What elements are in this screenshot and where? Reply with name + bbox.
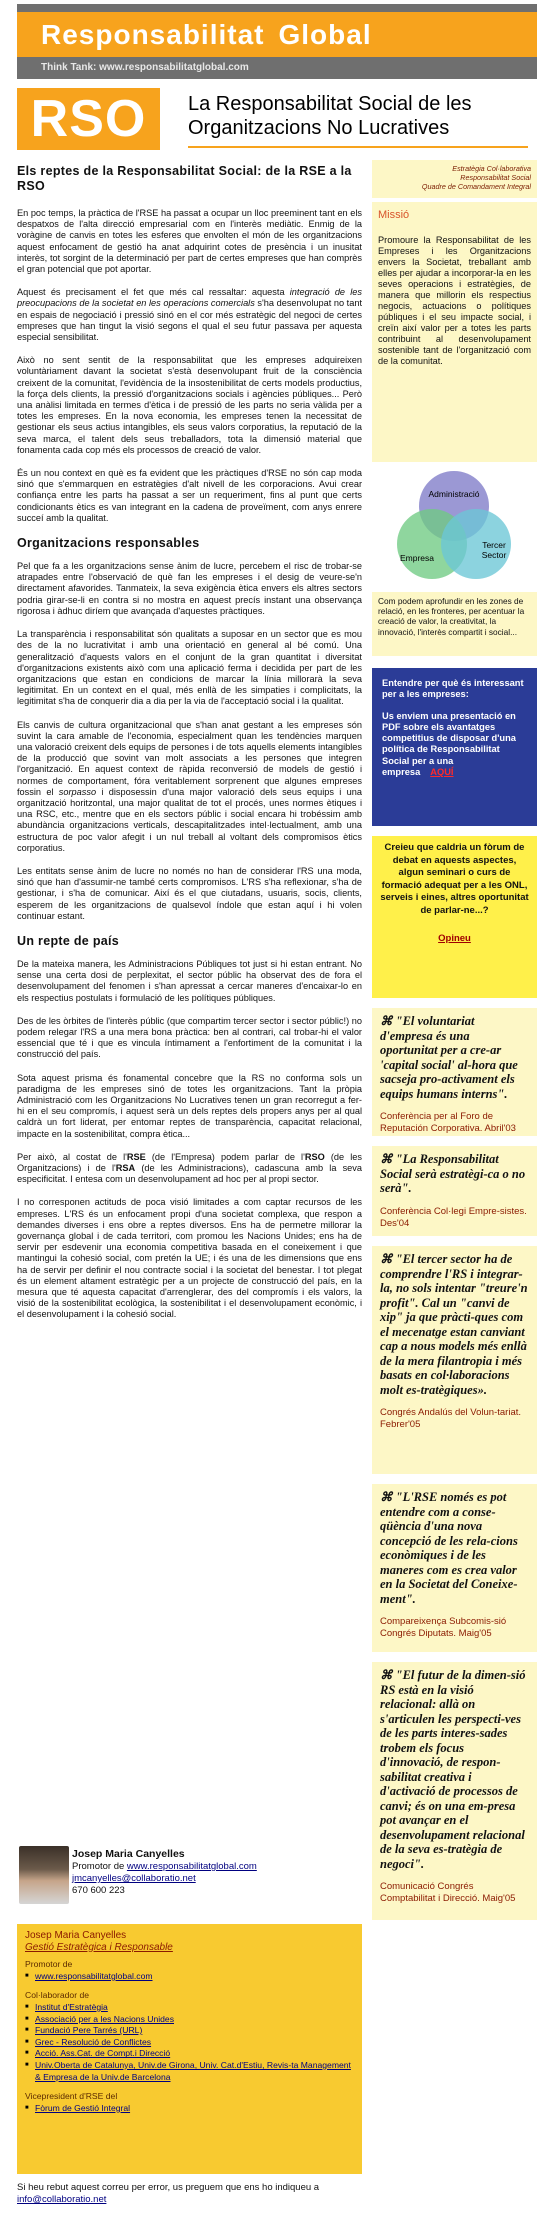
- label-administracio: Administració: [428, 489, 480, 499]
- paragraph: Això no sent sentit de la responsabilitat que les empreses adquireixen voluntàriament davant la societat s'està desenvolupant fruit de la consciència creixent de la comunitat, l'evidència de la insostenibilitat de certs models productius, la força dels clients, la pressió d'organitzacions socials i agències públiques... Però una anàlisi limitada en termes d'ètica i de pressió de les parts no seria vàlida per a totes les empreses. En la nova economia, les empreses tenen la necessitat de gestionar els seus actius intangibles, els seus valors corporatius, la reputació de la seva marca, el talent dels seus treballadors, tota la dimensió material que fonamenta cada cop més els processos de creació de valor.: [17, 355, 362, 455]
- author-block: [17, 1846, 362, 1916]
- forum-question: Creieu que caldria un fòrum de debat en aquests aspectes, algun seminari o curs de formació adequat per a les ONL, serveis i eines, altres oportunitat de parlar-ne...?: [380, 842, 529, 916]
- quote-text: ⌘ "El tercer sector ha de comprendre l'RS i integrar-la, no sols intentar "treure'n profit". Cal un "canvi de xip" ja que pràcti-ques com el mecenatge estan canviant cap a nous models més enllà de la mera filantropia i més basats en col·laboracions molt es-tratègiques».: [380, 1252, 528, 1397]
- collab-link[interactable]: ■ Institut d'Estratègia: [25, 2002, 354, 2014]
- footer-note: Si heu rebut aquest correu per error, us preguem que ens ho indiqueu a info@collaboratio.net: [17, 2182, 320, 2205]
- mission-box: [372, 202, 537, 462]
- right-sidebar: [372, 160, 537, 1920]
- page-title: La Responsabilitat Social de les Organitzacions No Lucratives: [188, 93, 472, 139]
- promoter-link[interactable]: ■ www.responsabilitatglobal.com: [25, 1971, 354, 1983]
- label-collaborator: Col·laborador de: [25, 1990, 90, 2001]
- paragraph: Sota aquest prisma és fonamental concebre que la RS no conforma sols un paradigma de les empreses sinó de totes les organitzacions. Tant la pròpia Administració com les Organitzacions No Lucratives tenen un gran recorregut a fer-hi en el seu compromís, i aquest serà un dels reptes dels propers anys per al qual caldrà un fort liderat, per entomar reptes de transparència, capacitat relacional, impacte en la sostenibilitat, compra ètica...: [17, 1072, 362, 1139]
- signature-role[interactable]: Gestió Estratègica i Responsable: [25, 1941, 173, 1953]
- paragraph: Les entitats sense ànim de lucre no només no han de considerar l'RS una moda, sinó que han d'assumir-ne també certs compromisos. L'RS s'ha reflexionar, s'ha de gestionar, i s'ha de comunicar. Així és el que ciutadans, usuaris, socis, clients, esperem de les organitzacions de qualsevol índole que estan aquí i hi volen continuar estant.: [17, 865, 362, 921]
- quote-text: ⌘ "El futur de la dimen-sió RS està en la visió relacional: allà on s'articulen les perspecti-ves de les parts interes-sades trobem els focus d'innovació, de respon-sabilitat creativa i d'activació de processos de canvi; és on una em-presa pot avançar en el desenvolupament relacional de la seva es-tratègia de negoci".: [380, 1668, 526, 1871]
- paragraph: Aquest és precisament el fet que més cal ressaltar: aquesta integració de les preocupacions de la societat en les operacions comercials s'ha desenvolupat no tant en espais de negociació i pressió sinó en el cor més estratègic del negoci de certes empreses que han tingut la visió segons el qual el seu futur passava per aquesta especial sensibilitat.: [17, 287, 363, 343]
- paragraph: En poc temps, la pràctica de l'RSE ha passat a ocupar un lloc preeminent tant en els despatxos de l'alta direcció empresarial com en l'interès mediàtic. Enmig de la voràgine de canvis en totes les esferes que envolten el món de les organitzacions aquest enfocament de gestió ha anat adquirint cotes de presència i un inusitat interès, tot sorgint de la determinació per part de certes empreses que han comprès el gran potencial que pot aportar.: [17, 208, 362, 275]
- tagline-box: [372, 160, 537, 198]
- collab-link[interactable]: ■ Associació per a les Nacions Unides: [25, 2014, 354, 2026]
- label-tercer-sector: Tercer Sector: [481, 540, 507, 560]
- site-title-part2: Global: [278, 19, 372, 50]
- mission-heading: Missió: [378, 209, 410, 221]
- venn-svg: [372, 464, 537, 592]
- quote-source: Conferència Col·legi Empre-sistes. Des'04: [380, 1205, 527, 1229]
- opineu-link[interactable]: Opineu: [438, 933, 471, 944]
- forum-link[interactable]: ■ Fòrum de Gestió Integral: [25, 2103, 354, 2115]
- section-heading: Un repte de país: [17, 933, 120, 948]
- collab-link[interactable]: ■ Acció. Ass.Cat. de Compt.i Direcció: [25, 2048, 354, 2060]
- paragraph: I no corresponen actituds de poca visió limitades a com captar recursos de les empreses. L'RS és un enfocament propi d'una societat complexa, que respon a demandes diverses i ens obre a reptes diversos. Ens ha de permetre millorar la governança global i de cada territori, com promou les Nacions Unides; ens ha de servir per esdevenir una economia competitiva basada en el coneixement i que mantingui la cohesió social, com pretén la UE; i és una de les dimensions que ens ha de servir per definir el nou contracte social i la societat del benestar. I tot plegat és un element altament estratègic per a un projecte de construcció del país, en la mesura que té aquesta capacitat d'arrenglerar, des del compromís i els valors, la visió de la sostenibilitat ecològica, la sostenibilitat i el desenvolupament econòmic, i el desenvolupament i la cohesió social.: [17, 1197, 362, 1320]
- forum-box: [372, 836, 537, 998]
- collab-link[interactable]: ■ Univ.Oberta de Catalunya, Univ.de Girona, Univ. Cat.d'Estiu, Revis-ta Management & Empresa de la Univ.de Barcelona: [25, 2060, 354, 2083]
- collab-link[interactable]: ■ Grec - Resolució de Conflictes: [25, 2037, 354, 2049]
- paragraph: Pel que fa a les organitzacions sense ànim de lucre, percebem el risc de trobar-se atrapades entre l'observació de què fan les empreses i el desig de veure-se'n directament afavorides. Tanmateix, la seva exigència ètica envers els altres sectors podria girar-se-li en contra si no mostra en aquest precís instant una observança rigorosa i àdhuc diríem que avançada d'aquestes pràctiques.: [17, 561, 362, 616]
- site-title-part1: Responsabilitat: [41, 19, 265, 50]
- quote-box: [372, 1246, 537, 1474]
- article-heading: Els reptes de la Responsabilitat Social: de la RSE a la RSO: [17, 164, 352, 193]
- author-name: Josep Maria Canyelles: [72, 1848, 185, 1860]
- quote-source: Congrés Andalús del Volun-tariat. Febrer'05: [380, 1407, 522, 1430]
- author-phone: 670 600 223: [72, 1885, 125, 1896]
- paragraph: És un nou context en què es fa evident que les pràctiques d'RSE no són cap moda sinó que s'emmarquen en estratègies d'alt nivell de les corporacions. Avui crear confiança entre les parts ha passat a ser un requeriment, fins al punt que certs condicionants ètics es van integrant en la cadena de proveïment, com anys enrere succeí amb la qualitat.: [17, 468, 362, 523]
- quote-source: Comunicació Congrés Comptabilitat i Direcció. Maig'05: [380, 1881, 516, 1904]
- promo-question: Entendre per què és interessant per a les empreses:: [382, 678, 524, 700]
- promo-box: [372, 668, 537, 826]
- paragraph: Per això, al costat de l'RSE (de l'Empresa) podem parlar de l'RSO (de les Organitzacions) i de l'RSA (de les Administracions), cadascuna amb la seva especificitat. I entesa com un desenvolupament ad hoc per al propi sector.: [17, 1151, 362, 1185]
- label-promoter: Promotor de: [25, 1959, 73, 1970]
- think-tank-subtitle: Think Tank: www.responsabilitatglobal.com: [41, 62, 249, 73]
- quote-text: ⌘ "La Responsabilitat Social serà estratègi-ca o no serà".: [380, 1152, 526, 1195]
- aqui-link[interactable]: AQUÍ: [430, 767, 454, 778]
- quote-source: Conferència per al Foro de Reputación Corporativa. Abril'03: [380, 1111, 516, 1134]
- paragraph: De la mateixa manera, les Administracions Públiques tot just si hi estan entrant. No sense una certa dosi de perplexitat, el sector públic ha observat des de fora el desenvolupament del fenomen i s'han apressat a cercar maneres d'encaixar-lo en els respectius postulats i formulació de les polítiques públiques.: [17, 958, 362, 1003]
- site-title: [17, 12, 537, 57]
- author-promoter: Promotor de www.responsabilitatglobal.com: [72, 1861, 257, 1872]
- contact-email-link[interactable]: info@collaboratio.net: [17, 2194, 107, 2205]
- title-divider: [188, 146, 528, 148]
- collab-link[interactable]: ■ Fundació Pere Tarrés (URL): [25, 2025, 354, 2037]
- signature-name: Josep Maria Canyelles: [25, 1930, 127, 1941]
- site-header: [17, 4, 537, 79]
- quote-box: [372, 1008, 537, 1136]
- mission-text: Promoure la Responsabilitat de les Empreses i les Organitzacions envers la Societat, treballant amb elles per ajudar a incorporar-la en les seves operacions i estratègies, de manera que millorin els respectius negocis, actuacions o polítiques públiques i el seu impacte social, i creïn així valor per a totes les parts contribuint al desenvolupament sostenible tant de l'organització com de la comunitat.: [378, 235, 531, 366]
- paragraph: Els canvis de cultura organitzacional que s'han anat gestant a les empreses són suvint la cara amable de l'economia, especialment quan les tendències marquen una valoració creixent dels equips de persones i de tots aquells elements intangibles de la producció que sovint van molt associats a les persones que integren l'organització. En aquest context de ràpida reconversió de models de gestió i normes de comportament, fóra veritablement sorprenent que algunes empreses fossin el sorpasso i disposessin d'una major valoració dels seus equips i una organització horitzontal, una major qualitat de tot el procés, unes normes ètiques i una RSC, etc., mentre que en els sectors públic i social encara hi trobéssim amb abundància organitzacions verticals, descapitalitzades intel·lectualment, amb una estructura de poc valor afegit i un nul treball al voltant dels compromisos ètics corporatius.: [17, 719, 362, 853]
- quote-box: [372, 1146, 537, 1236]
- quote-source: Compareixença Subcomis-sió Congrés Diputats. Maig'05: [380, 1616, 507, 1639]
- quote-text: ⌘ "El voluntariat d'empresa és una oportunitat per a cre-ar 'capital social' al-hora que sacseja pro-activament els equips humans interns".: [380, 1014, 518, 1101]
- tagline-line: Estratègia Col·laborativa Responsabilitat Social Quadre de Comandament Integral: [421, 164, 531, 191]
- label-empresa: Empresa: [399, 553, 435, 563]
- rso-logo: RSO: [17, 88, 160, 150]
- quote-text: ⌘ "L'RSE només es pot entendre com a conse-qüència d'una nova concepció de les rela-cions econòmiques i de les maneres com es crea valor en la Societat del Coneixe-ment".: [380, 1490, 518, 1606]
- paragraph: La transparència i responsabilitat són qualitats a suposar en un sector que es mou des de la no lucrativitat i amb una orientació en general al bé comú. Una generalització d'aquests valors en el conjunt de la gran quantitat i diversitat d'organitzacions existents això com una aplicació ferma i decidida per part de les organitzacions que estan en condicions de marcar la línia millorarà la seva legitimitat. En un context en el qual, més enllà de les simpaties i complicitats, la legitimitat s'ha de conquerir dia a dia per la via de l'acceptació social i la qualitat.: [17, 629, 362, 707]
- diagram-caption: Com podem aprofundir en les zones de relació, en les fronteres, per acentuar la creació de valor, la creativitat, la innovació, l'interès compartit i social...: [372, 592, 537, 656]
- article-column: [17, 160, 362, 1333]
- author-email-link[interactable]: jmcanyelles@collaboratio.net: [72, 1873, 196, 1884]
- author-email: [72, 1873, 196, 1885]
- quote-box: [372, 1662, 537, 1920]
- promoter-link[interactable]: www.responsabilitatglobal.com: [126, 1861, 257, 1872]
- section-heading: Organitzacions responsables: [17, 536, 200, 551]
- label-vicepresident: Vicepresident d'RSE del: [25, 2091, 118, 2102]
- quote-box: [372, 1484, 537, 1652]
- paragraph: Des de les òrbites de l'interès públic (que compartim tercer sector i sector públic!) no podem relegar l'RS a una mera bona pràctica: ben al contrari, cal trobar-hi el valor essencial que té i que es vincula íntimament a l'enfortiment de la comunitat i la construcció del país.: [17, 1015, 362, 1060]
- venn-diagram: [372, 464, 537, 592]
- author-photo: [19, 1846, 69, 1904]
- promo-body: Us enviem una presentació en PDF sobre els avantatges competitius de disposar d'una política de Responsabilitat Social per a una empresa AQUÍ: [382, 710, 516, 778]
- signature-box: [17, 1924, 362, 2174]
